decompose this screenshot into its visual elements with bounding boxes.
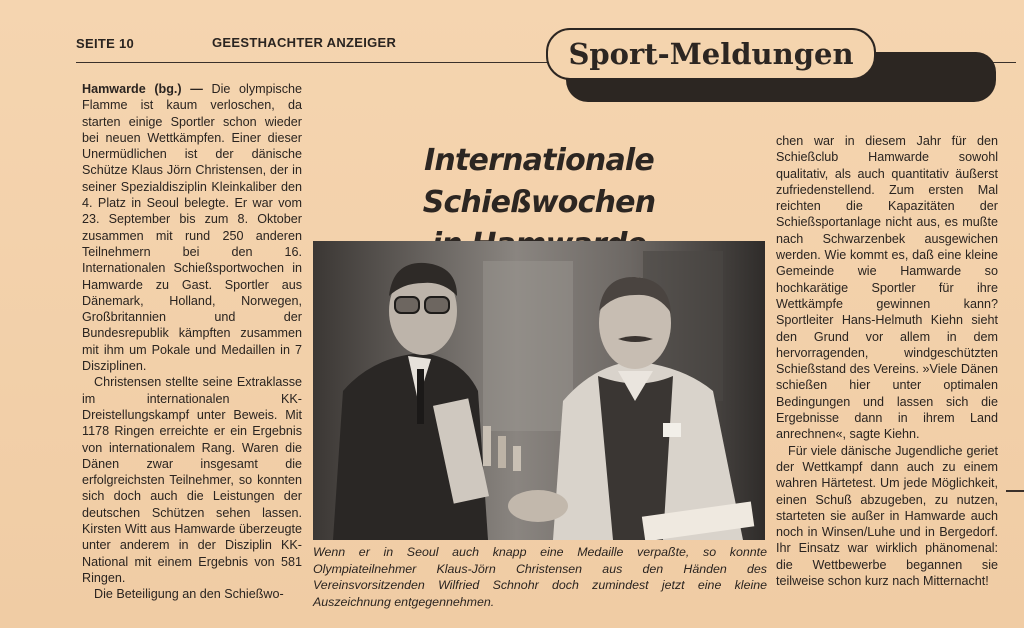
article-paragraph-2: Christensen stellte seine Extraklasse im internationalen KK-Dreistellungskampf unter Beweis. Mit 1178 Ringen erreichte er ein Ergebnis von internationalem Rang. Waren die Dänen zwar insgesamt die erfolgreichsten Teilnehmer, so konnten sich doch auch die Leistungen der deutschen Schützen sehen lassen. Kirsten Witt aus Hamwarde überzeugte unter anderem in der Disziplin KK-National mit einem Ergebnis von 581 Ringen. (82, 375, 302, 585)
header-rule (76, 62, 554, 63)
article-paragraph-5: Für viele dänische Jugendliche geriet der Wettkampf dann auch zu einem wahren Härtetest. Um jede Möglichkeit, einen Schuß abzugeben, zu nutzen, starteten sie außer in Hamwarde auch noch in Winsen/Luhe und in Bergedorf. Ihr Einsatz war wirklich phänomenal: die Wettbewerbe begannen sie teilweise schon kurz nach Mitternacht! (776, 443, 998, 589)
headline-line-1: Internationale Schießwochen (422, 143, 656, 220)
article-photo (313, 241, 765, 540)
page-number: SEITE 10 (76, 36, 135, 51)
article-paragraph-4: chen war in diesem Jahr für den Schießclub Hamwarde sowohl qualitativ, als auch quantitativ äußerst zufriedenstellend. Zum ersten Mal reichten die Kapazitäten der Schießsportanlage nicht aus, es mußte nach Schwarzenbek ausgewichen werden. Wie kommt es, daß eine kleine Gemeinde wie Hamwarde so hochkarätige Sportler für ihre Wettkämpfe gewinnen kann? Sportleiter Hans-Helmuth Kiehn sieht den Grund vor allem in dem hervorragenden, windgeschützten Schießstand des Vereins. »Viele Dänen schießen hier unter optimalen Bedingungen und lassen sich die Ergebnisse dann in ihrem Land anrechnen«, sagte Kiehn. (776, 134, 998, 442)
article-text-1: Die olympische Flamme ist kaum verloschen, da starten einige Sportler schon wieder bei neuen Wettkämpfen. Einer dieser Unermüdlichen ist der dänische Schütze Klaus Jörn Christensen, der in seiner Spezialdisziplin Kleinkaliber den 4. Platz in Seoul belegte. Er war vom 23. September bis zum 8. Oktober zusammen mit rund 250 anderen Teilnehmern bei den 16. Internationalen Schießsportwochen in Hamwarde zu Gast. Sportler aus Dänemark, Holland, Norwegen, Großbritannien und der Bundesrepublik kämpften zusammen mit ihm um Pokale und Medaillen in 7 Disziplinen. (82, 82, 303, 374)
article-paragraph-3: Die Beteiligung an den Schießwo- (94, 587, 284, 602)
edge-rule (1006, 490, 1024, 492)
newspaper-name: GEESTHACHTER ANZEIGER (212, 35, 397, 50)
article-column-left (82, 81, 302, 603)
article-lead: Hamwarde (bg.) — (82, 82, 203, 96)
section-title: Sport-Meldungen (546, 28, 876, 80)
photo-caption: Wenn er in Seoul auch knapp eine Medaille verpaßte, so konnte Olympiateilnehmer Klaus-Jörn Christensen aus den Händen des Vereinsvorsitzenden Wilfried Schnohr doch zumindest jetzt eine kleine Auszeichnung entgegennehmen. (313, 545, 767, 609)
article-paragraph-1 (82, 81, 302, 374)
photo-two-men-handshake-icon (313, 241, 765, 540)
article-column-right (776, 133, 998, 589)
